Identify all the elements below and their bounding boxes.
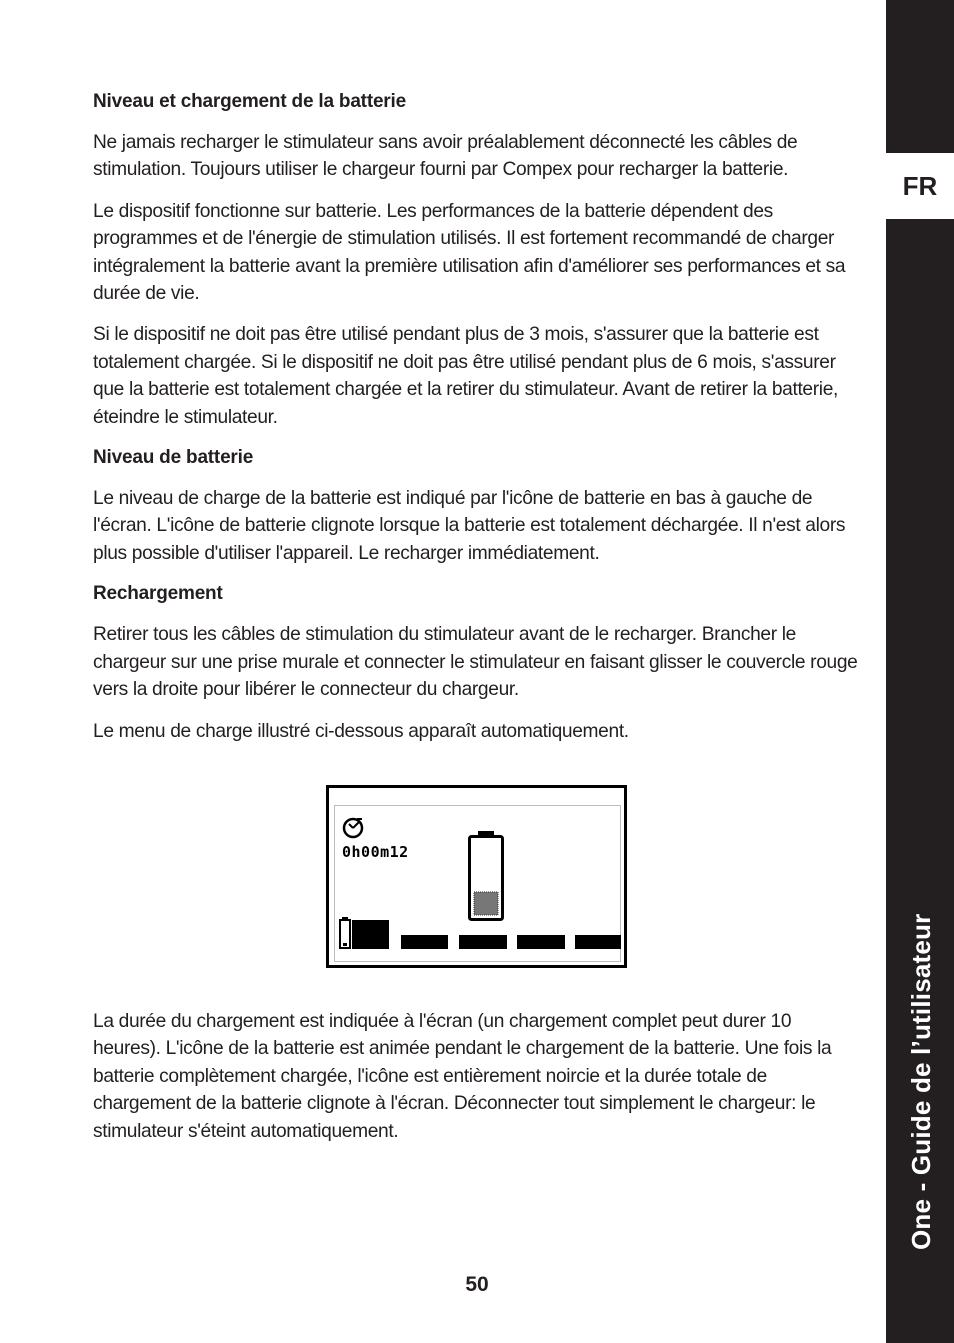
paragraph: Le dispositif fonctionne sur batterie. Les performances de la batterie dépendent des programmes et de l'énergie de stimulation utilisés. Il est fortement recommandé de charger intégralement la batterie avant la première utilisation afin d'améliorer ses performances et sa durée de vie. — [93, 200, 846, 305]
main-content — [93, 89, 863, 745]
paragraph: Ne jamais recharger le stimulateur sans avoir préalablement déconnecté les câbles de stimulation. Toujours utiliser le chargeur fourni par Compex pour recharger la batterie. — [93, 132, 798, 181]
battery-level-icon — [339, 917, 351, 949]
level-bar — [517, 935, 565, 949]
after-figure-content — [93, 1008, 863, 1145]
charge-screen-figure — [326, 785, 627, 968]
paragraph: Retirer tous les câbles de stimulation du stimulateur avant de le recharger. Brancher le chargeur sur une prise murale et connecter le stimulateur en faisant glisser le couvercle rouge vers la droite pour libérer le connecteur du chargeur. — [93, 624, 858, 701]
paragraph: La durée du chargement est indiquée à l'écran (un chargement complet peut durer 10 heures). L'icône de la batterie est animée pendant le chargement de la batterie. Une fois la batterie complètement chargée, l'icône est entièrement noircie et la durée totale de chargement de la batterie clignote à l'écran. Déconnecter tout simplement le chargeur: le stimulateur s'éteint automatiquement. — [93, 1011, 832, 1142]
battery-charging-icon — [467, 830, 505, 922]
side-title: One - Guide de l’utilisateur — [906, 913, 936, 1250]
device-screen — [334, 805, 621, 962]
paragraph: Si le dispositif ne doit pas être utilisé pendant plus de 3 mois, s'assurer que la batterie est totalement chargée. Si le dispositif ne doit pas être utilisé pendant plus de 6 mois, s'assurer que la batterie est totalement chargée et la retirer du stimulateur. Avant de retirer la batterie, éteindre le stimulateur. — [93, 324, 839, 428]
clock-icon — [342, 816, 366, 840]
level-bar — [459, 935, 507, 949]
paragraph: Le niveau de charge de la batterie est indiqué par l'icône de batterie en bas à gauche de l'écran. L'icône de batterie clignote lorsque la batterie est totalement déchargée. Il n'est alors plus possible d'utiliser l'appareil. Le recharger immédiatement. — [93, 488, 846, 564]
level-bar — [352, 920, 389, 949]
level-bar — [575, 935, 621, 949]
section-heading: Niveau de batterie — [93, 447, 254, 469]
section-heading: Niveau et chargement de la batterie — [93, 91, 406, 112]
language-tab: FR — [886, 153, 954, 219]
section-heading: Rechargement — [93, 583, 223, 605]
page-number: 50 — [465, 1273, 489, 1296]
level-bar — [401, 935, 448, 949]
charge-time: 0h00m12 — [342, 843, 409, 861]
paragraph: Le menu de charge illustré ci-dessous apparaît automatiquement. — [93, 720, 629, 742]
